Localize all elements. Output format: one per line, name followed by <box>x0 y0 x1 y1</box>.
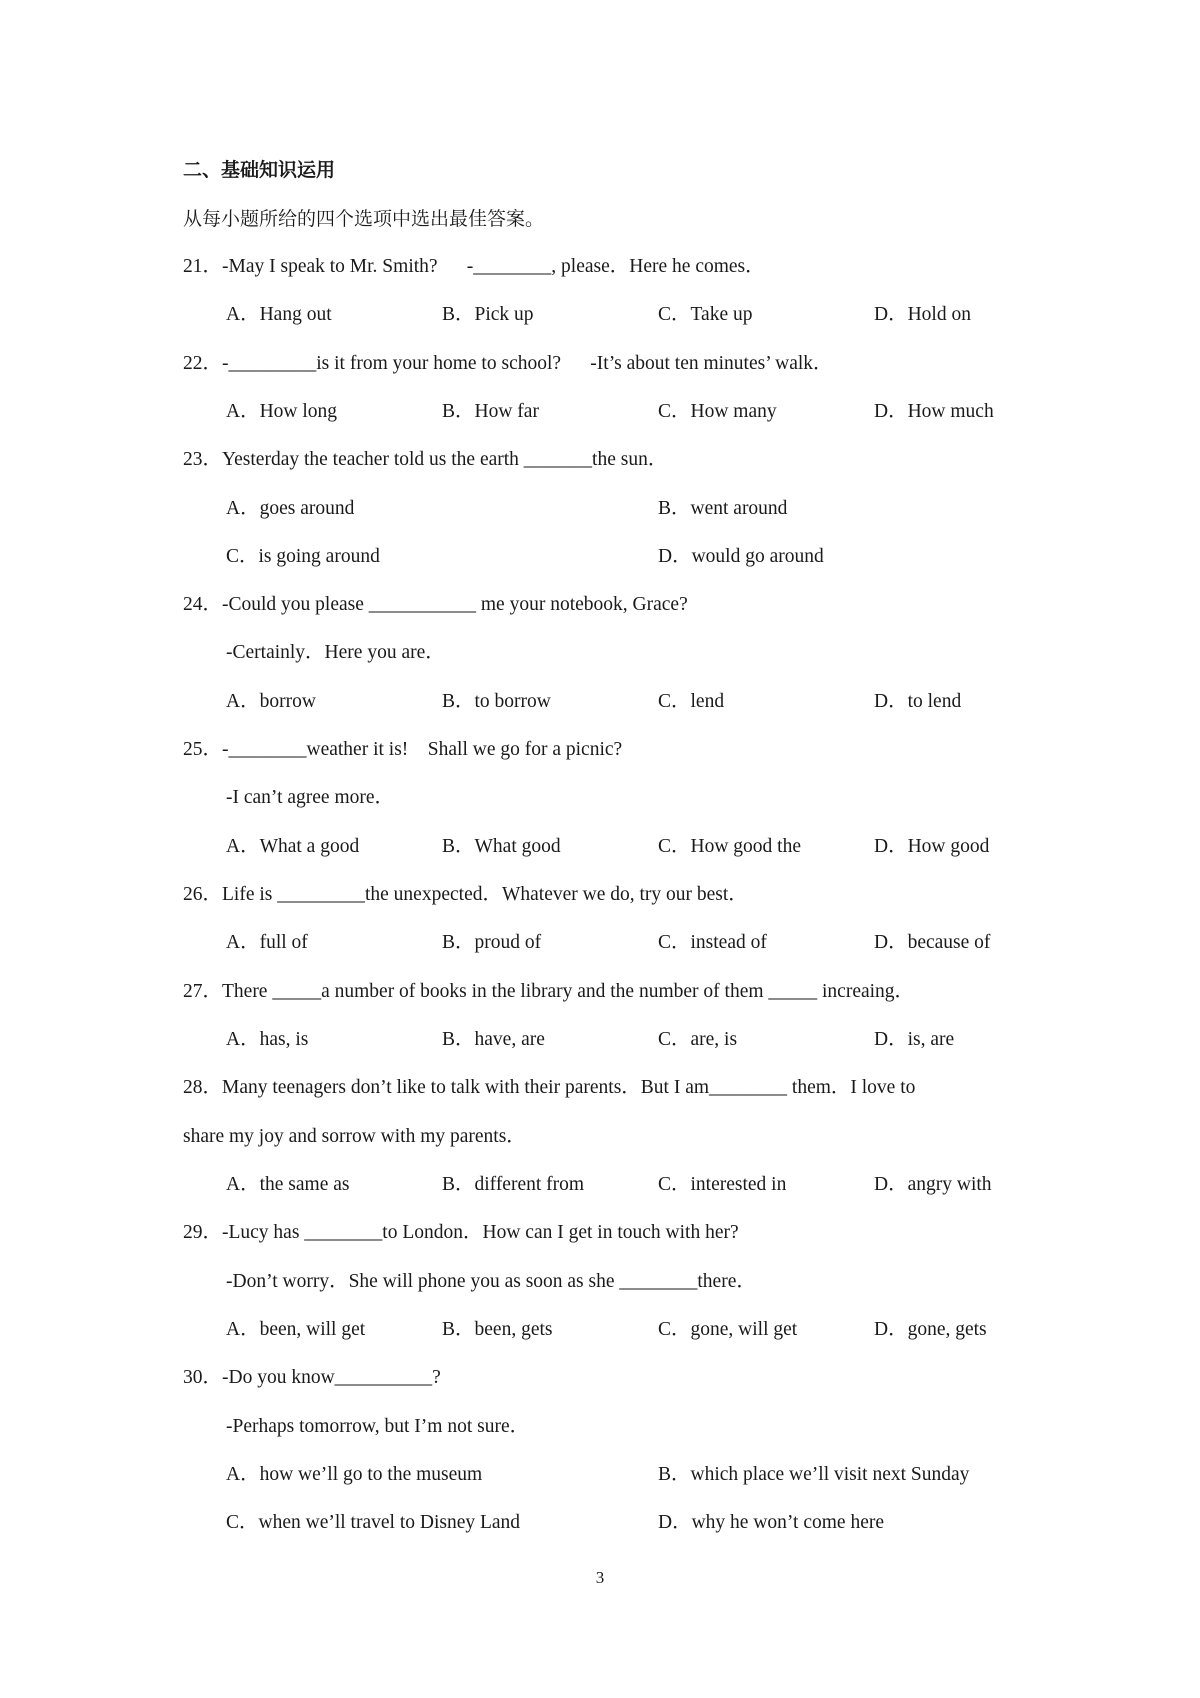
question-26-stem: 26．Life is _________the unexpected．Whatever we do, try our best． <box>183 884 748 905</box>
question-28-option-a: A．the same as <box>226 1174 350 1195</box>
question-29-option-a: A．been, will get <box>226 1319 366 1340</box>
question-24-option-c: C．lend <box>658 691 725 712</box>
question-27-stem: 27．There _____a number of books in the library and the number of them _____ increaing． <box>183 981 915 1002</box>
question-25-option-a: A．What a good <box>226 836 360 857</box>
question-25-option-c: C．How good the <box>658 836 801 857</box>
question-21-option-c: C．Take up <box>658 304 753 325</box>
question-21-option-a: A．Hang out <box>226 304 332 325</box>
question-26-option-a: A．full of <box>226 932 308 953</box>
question-30-stem: 30．-Do you know__________? <box>183 1367 441 1388</box>
question-23-option-c: C．is going around <box>226 546 380 567</box>
question-27-option-d: D．is, are <box>874 1029 955 1050</box>
question-24-option-d: D．to lend <box>874 691 962 712</box>
question-22-option-a: A．How long <box>226 401 338 422</box>
question-29-stem: 29．-Lucy has ________to London．How can I get in touch with her? <box>183 1222 739 1243</box>
question-24-stem: 24．-Could you please ___________ me your notebook, Grace? <box>183 594 688 615</box>
question-29-option-b: B．been, gets <box>442 1319 553 1340</box>
question-29-option-c: C．gone, will get <box>658 1319 798 1340</box>
page-number: 3 <box>595 1568 605 1587</box>
question-21-option-d: D．Hold on <box>874 304 971 325</box>
question-28-stem-continued: share my joy and sorrow with my parents． <box>183 1126 526 1147</box>
question-26-option-b: B．proud of <box>442 932 542 953</box>
question-24-reply: -Certainly．Here you are． <box>226 642 445 663</box>
question-29-option-d: D．gone, gets <box>874 1319 987 1340</box>
question-23-option-d: D．would go around <box>658 546 824 567</box>
question-28-option-b: B．different from <box>442 1174 585 1195</box>
question-28-stem: 28．Many teenagers don’t like to talk with their parents．But I am________ them．I love to <box>183 1077 916 1098</box>
question-22-option-b: B．How far <box>442 401 539 422</box>
question-27-option-c: C．are, is <box>658 1029 738 1050</box>
section-instruction: 从每小题所给的四个选项中选出最佳答案。 <box>183 208 545 230</box>
question-24-option-b: B．to borrow <box>442 691 551 712</box>
question-26-option-d: D．because of <box>874 932 991 953</box>
question-25-stem: 25．-________weather it is! Shall we go for a picnic? <box>183 739 623 760</box>
question-27-option-b: B．have, are <box>442 1029 545 1050</box>
question-23-option-b: B．went around <box>658 498 788 519</box>
question-30-option-d: D．why he won’t come here <box>658 1512 884 1533</box>
question-23-stem: 23．Yesterday the teacher told us the earth _______the sun． <box>183 449 668 470</box>
question-21-stem: 21．-May I speak to Mr. Smith? -________, please．Here he comes． <box>183 256 765 277</box>
question-28-option-d: D．angry with <box>874 1174 992 1195</box>
question-22-option-d: D．How much <box>874 401 994 422</box>
question-30-option-b: B．which place we’ll visit next Sunday <box>658 1464 970 1485</box>
question-23-option-a: A．goes around <box>226 498 355 519</box>
question-28-option-c: C．interested in <box>658 1174 787 1195</box>
question-30-reply: -Perhaps tomorrow, but I’m not sure． <box>226 1416 530 1437</box>
question-25-reply: -I can’t agree more． <box>226 787 395 808</box>
question-24-option-a: A．borrow <box>226 691 316 712</box>
question-30-option-a: A．how we’ll go to the museum <box>226 1464 483 1485</box>
question-27-option-a: A．has, is <box>226 1029 309 1050</box>
section-heading: 二、基础知识运用 <box>183 159 336 181</box>
question-30-option-c: C．when we’ll travel to Disney Land <box>226 1512 521 1533</box>
question-21-option-b: B．Pick up <box>442 304 534 325</box>
question-22-stem: 22．-_________is it from your home to school? -It’s about ten minutes’ walk． <box>183 353 833 374</box>
question-25-option-b: B．What good <box>442 836 561 857</box>
question-22-option-c: C．How many <box>658 401 777 422</box>
question-26-option-c: C．instead of <box>658 932 767 953</box>
question-25-option-d: D．How good <box>874 836 990 857</box>
question-29-reply: -Don’t worry．She will phone you as soon as she ________there． <box>226 1271 756 1292</box>
